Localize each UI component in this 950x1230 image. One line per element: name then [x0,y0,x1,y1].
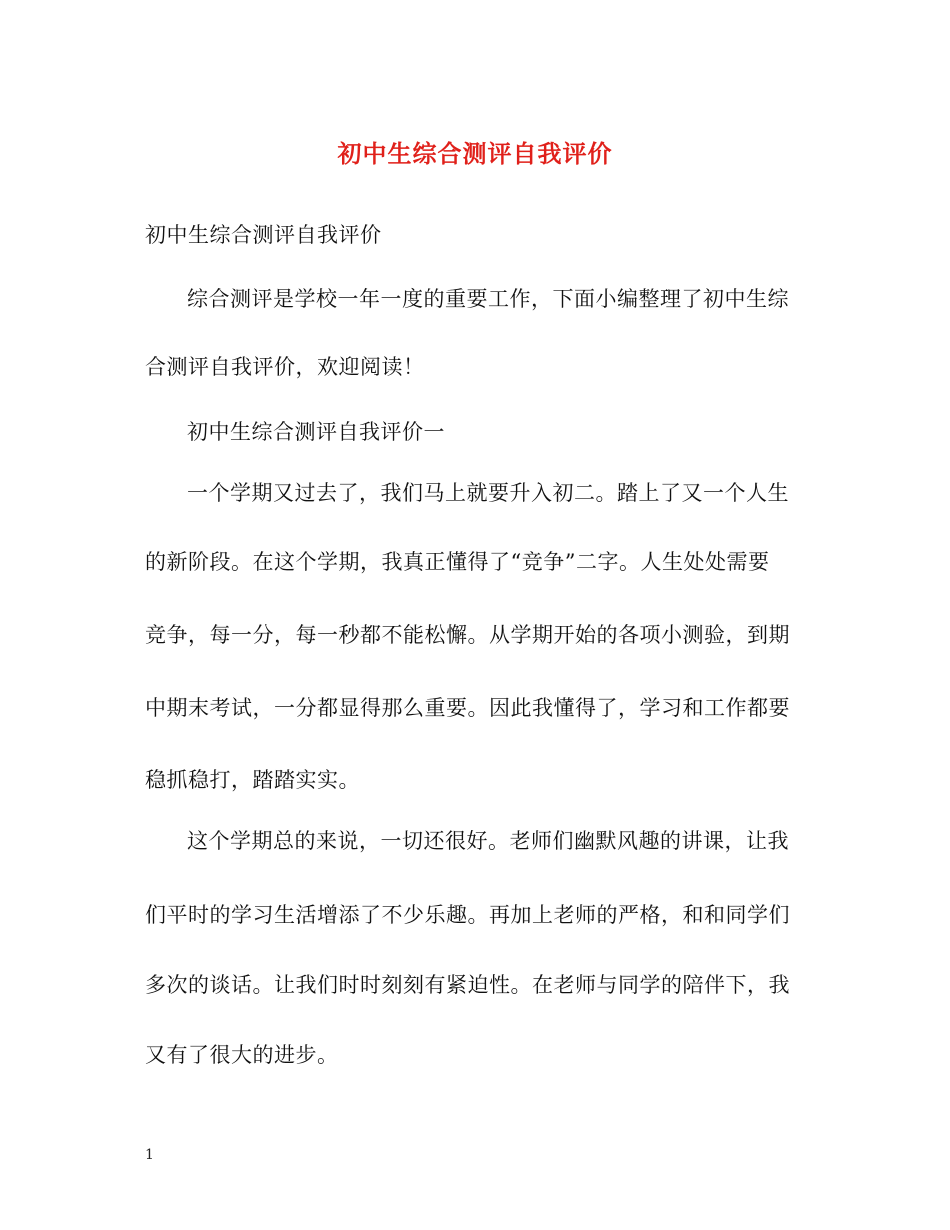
paragraph-line: 综合测评是学校一年一度的重要工作，下面小编整理了初中生综 [187,287,789,311]
page-number: 1 [145,1147,154,1163]
paragraph-line: 又有了很大的进步。 [145,1043,339,1067]
paragraph-line: 一个学期又过去了，我们马上就要升入初二。踏上了又一个人生 [187,481,789,505]
paragraph-line: 中期末考试，一分都显得那么重要。因此我懂得了，学习和工作都要 [145,696,790,720]
paragraph-line: 多次的谈话。让我们时时刻刻有紧迫性。在老师与同学的陪伴下，我 [145,973,790,997]
paragraph-line: 合测评自我评价，欢迎阅读！ [145,355,425,379]
paragraph-line: 的新阶段。在这个学期，我真正懂得了“竞争”二字。人生处处需要 [145,550,770,574]
paragraph-line: 竞争，每一分，每一秒都不能松懈。从学期开始的各项小测验，到期 [145,623,790,647]
paragraph-line: 这个学期总的来说，一切还很好。老师们幽默风趣的讲课，让我 [187,829,789,853]
paragraph-line: 稳抓稳打，踏踏实实。 [145,768,360,792]
section-heading: 初中生综合测评自我评价一 [187,420,445,444]
paragraph-line: 们平时的学习生活增添了不少乐趣。再加上老师的严格，和和同学们 [145,903,790,927]
document-title: 初中生综合测评自我评价 [337,139,613,168]
subtitle-line: 初中生综合测评自我评价 [145,223,382,247]
